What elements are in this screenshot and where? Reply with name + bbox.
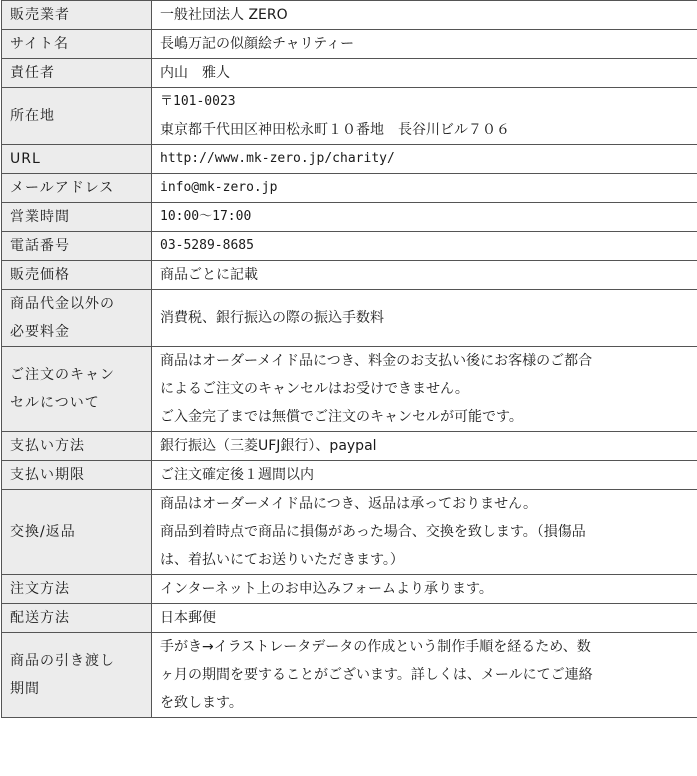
value-cell	[152, 261, 697, 290]
row-label: セルについて	[10, 395, 100, 411]
row-value: 一般社団法人 ZERO	[160, 7, 288, 23]
row-label: 商品の引き渡し	[10, 653, 115, 669]
row-label: 責任者	[10, 65, 55, 81]
row-value: 10:00～17:00	[160, 209, 252, 224]
row-label: 支払い期限	[10, 467, 85, 483]
row-value: 消費税、銀行振込の際の振込手数料	[160, 310, 384, 326]
row-seller	[2, 1, 697, 30]
row-value: 商品はオーダーメイド品につき、料金のお支払い後にお客様のご都合	[160, 353, 593, 369]
row-label: 販売業者	[10, 7, 70, 23]
label-cell	[2, 174, 152, 203]
value-cell	[152, 490, 697, 575]
row-value: 商品はオーダーメイド品につき、返品は承っておりません。	[160, 496, 538, 512]
url-link[interactable]: http://www.mk-zero.jp/charity/	[160, 151, 395, 166]
row-label: 必要料金	[10, 324, 70, 340]
row-label: 交換/返品	[10, 524, 76, 540]
row-cancellation	[2, 347, 697, 432]
label-cell	[2, 575, 152, 604]
label-cell	[2, 461, 152, 490]
email-link[interactable]: info@mk-zero.jp	[160, 180, 278, 195]
row-url	[2, 145, 697, 174]
value-cell	[152, 203, 697, 232]
row-value: 商品到着時点で商品に損傷があった場合、交換を致します。（損傷品	[160, 524, 586, 540]
row-value: インターネット上のお申込みフォームより承ります。	[160, 581, 493, 597]
row-value: は、着払いにてお送りいただきます。）	[160, 552, 404, 568]
phone-number: 03-5289-8685	[160, 238, 254, 253]
label-cell	[2, 59, 152, 88]
row-value: 銀行振込（三菱UFJ銀行）、paypal	[160, 438, 377, 454]
row-label: 営業時間	[10, 209, 70, 225]
row-value: 日本郵便	[160, 610, 216, 626]
row-delivery-period	[2, 633, 697, 718]
row-shipping	[2, 604, 697, 633]
label-cell	[2, 432, 152, 461]
label-cell	[2, 232, 152, 261]
row-value: を致します。	[160, 695, 243, 711]
label-cell	[2, 633, 152, 718]
value-cell	[152, 432, 697, 461]
postal-code: 〒101-0023	[160, 94, 236, 109]
row-exchange-return	[2, 490, 697, 575]
row-label: 注文方法	[10, 581, 70, 597]
value-cell	[152, 604, 697, 633]
row-label: ご注文のキャン	[10, 367, 115, 383]
row-label: URL	[10, 151, 41, 167]
table-body	[2, 1, 697, 718]
row-business-hours	[2, 203, 697, 232]
value-cell	[152, 232, 697, 261]
label-cell	[2, 261, 152, 290]
row-label: 商品代金以外の	[10, 296, 115, 312]
label-cell	[2, 145, 152, 174]
row-label: 販売価格	[10, 267, 70, 283]
label-cell	[2, 347, 152, 432]
value-cell	[152, 633, 697, 718]
label-cell	[2, 30, 152, 59]
row-value: 商品ごとに記載	[160, 267, 258, 283]
row-extra-fees	[2, 290, 697, 347]
row-value: ヶ月の期間を要することがございます。詳しくは、メールにてご連絡	[160, 667, 593, 683]
address-line: 東京都千代田区神田松永町１０番地 長谷川ビル７０６	[160, 122, 510, 138]
value-cell	[152, 88, 697, 145]
value-cell	[152, 461, 697, 490]
value-cell	[152, 290, 697, 347]
row-label: 所在地	[10, 108, 55, 124]
value-cell	[152, 174, 697, 203]
row-payment-deadline	[2, 461, 697, 490]
label-cell	[2, 1, 152, 30]
row-label: 期間	[10, 681, 40, 697]
row-label: 電話番号	[10, 238, 70, 254]
row-value: ご注文確定後１週間以内	[160, 467, 314, 483]
row-value: によるご注文のキャンセルはお受けできません。	[160, 381, 469, 397]
row-value: 内山 雅人	[160, 65, 230, 81]
label-cell	[2, 604, 152, 633]
row-address	[2, 88, 697, 145]
row-label: 支払い方法	[10, 438, 85, 454]
row-phone	[2, 232, 697, 261]
value-cell	[152, 347, 697, 432]
row-responsible	[2, 59, 697, 88]
value-cell	[152, 145, 697, 174]
row-payment-method	[2, 432, 697, 461]
row-email	[2, 174, 697, 203]
commerce-disclosure-table	[1, 0, 697, 718]
row-label: 配送方法	[10, 610, 70, 626]
row-value: 手がき→イラストレータデータの作成という制作手順を経るため、数	[160, 639, 591, 655]
row-value: ご入金完了までは無償でご注文のキャンセルが可能です。	[160, 409, 523, 425]
row-label: メールアドレス	[10, 180, 115, 196]
value-cell	[152, 575, 697, 604]
value-cell	[152, 1, 697, 30]
label-cell	[2, 290, 152, 347]
row-label: サイト名	[10, 36, 70, 52]
row-price	[2, 261, 697, 290]
value-cell	[152, 59, 697, 88]
label-cell	[2, 490, 152, 575]
row-order-method	[2, 575, 697, 604]
row-value: 長嶋万記の似顔絵チャリティー	[160, 36, 355, 52]
value-cell	[152, 30, 697, 59]
label-cell	[2, 88, 152, 145]
label-cell	[2, 203, 152, 232]
row-site-name	[2, 30, 697, 59]
